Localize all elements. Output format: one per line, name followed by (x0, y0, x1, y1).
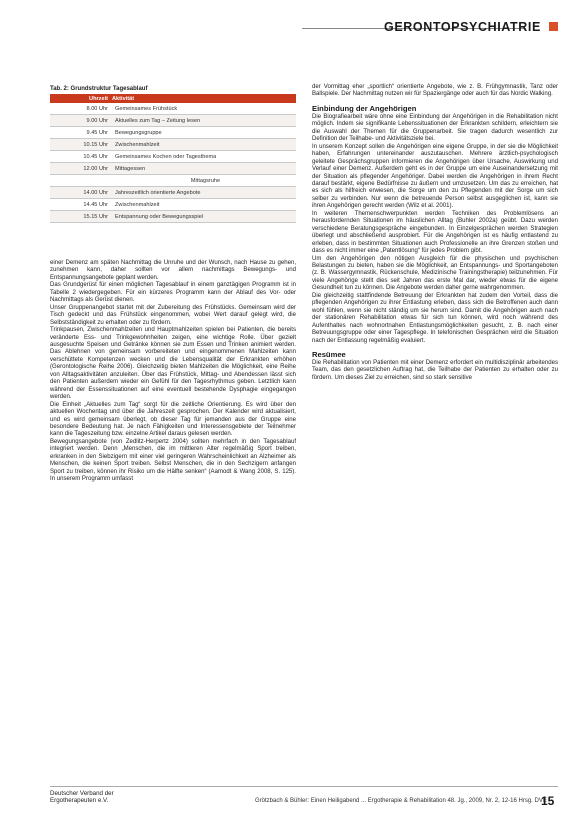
table-header-row (50, 94, 296, 103)
body-paragraph: Um den Angehörigen den nötigen Ausgleich für die physischen und psychischen Belastungen zu bieten, haben sie die Möglichkeit, an Entspannungs- und Sportangeboten (z. B. Wassergymnastik, Rückenschule, Medizinische Trainingstherapie) teilzunehmen. Für viele Angehörige stellt dies seit Jahren das erste Mal dar, wieder etwas für die eigene Gesundheit tun zu können. Die Angebote werden daher gerne wahrgenommen. (312, 255, 558, 292)
footer-org-line: Ergotherapeuten e.V. (50, 797, 109, 805)
table-row (50, 151, 296, 163)
body-paragraph: der Vormittag eher „sportlich“ orientierte Angebote, wie z. B. Frühgymnastik, Tanz oder Ballspiele. Der Nachmittag nutzen wir für Spaziergänge oder auch für das Nordic Walking. (312, 84, 558, 98)
table-row (50, 199, 296, 211)
cell-activity: Zwischenmahlzeit (112, 139, 296, 151)
cell-activity: Jahreszeitlich orientierte Angebote (112, 187, 296, 199)
column-header-activity: Aktivität (112, 94, 296, 103)
cell-activity: Aktuelles zum Tag – Zeitung lesen (112, 115, 296, 127)
table-row (50, 127, 296, 139)
cell-time: 9.45 Uhr (50, 127, 112, 139)
page-number: 15 (541, 794, 555, 808)
table-row (50, 175, 296, 187)
column-header-time: Uhrzeit (50, 94, 112, 103)
body-paragraph: In unserem Konzept sollen die Angehörigen eine eigene Gruppe, in der sie die Möglichkeit haben, Erfahrungen untereinander auszutauschen. Mehrere ärztlich-psychologisch geleitete Gesprächsgruppen informieren die Angehörigen über Ursache, Auswirkung und Verlauf einer Demenz. Außerdem geht es in der Gruppe um eine Auseinandersetzung mit der Situation als pflegender Angehöriger. Dabei werden die Angehörigen in ihrem Recht darauf bestärkt, eigene Bedürfnisse zu äußern und umzusetzen. Um das zu erreichen, hat es sich als hilfreich erwiesen, die Sorge um den zu Pflegenden mit der Sorge um sich selber zu verbinden. Nur wenn die betreuende Person selbst ausgeglichen ist, kann sie ihren Angehörigen gerecht werden (Wilz et al. 2001). (312, 143, 558, 210)
footer-organization (50, 790, 114, 805)
table-caption: Tab. 2: Grundstruktur Tagesablauf (50, 86, 148, 92)
body-paragraph: Die Biografiearbeit wäre ohne eine Einbindung der Angehörigen in die Rehabilitation nicht möglich. Indem sie signifikante Lebenssituationen der Erkrankten schildern, erleichtern sie die Auswahl der Themen für die Gruppenarbeit. Sie tragen dadurch wesentlich zur Definition der Teilhabe- und Aktivitätsziele bei. (312, 113, 558, 143)
cell-activity: Gemeinsames Kochen oder Tagesthema (112, 151, 296, 163)
table-row (50, 103, 296, 115)
table-row (50, 163, 296, 175)
section-heading: Resümee (312, 349, 346, 359)
cell-activity: Zwischenmahlzeit (112, 199, 296, 211)
section-title: GERONTOPSYCHIATRIE (384, 20, 541, 34)
schedule-table (50, 94, 296, 223)
cell-activity: Bewegungsgruppe (112, 127, 296, 139)
cell-activity: Gemeinsames Frühstück (112, 103, 296, 115)
body-paragraph: einer Demenz am späten Nachmittag die Unruhe und der Wunsch, nach Hause zu gehen, zunehmen kann, daher sollten vor allem nachmittags Bewegungs- und Entspannungsangebote geplant werden. (50, 260, 296, 281)
cell-activity: Entspannung oder Bewegungsspiel (112, 211, 296, 223)
table-row (50, 115, 296, 127)
section-accent-square (549, 22, 558, 31)
section-heading: Einbindung der Angehörigen (312, 103, 417, 113)
footer-rule (50, 786, 558, 787)
body-paragraph: Die Rehabilitation von Patienten mit einer Demenz erfordert ein multidisziplinär arbeitendes Team, das den gesetzlichen Auftrag hat, die Teilhabe der Patienten zu erhalten oder zu fördern. Um dieses Ziel zu erreichen, sind so stark sensitive (312, 359, 558, 381)
cell-time: 10.45 Uhr (50, 151, 112, 163)
table-row (50, 139, 296, 151)
cell-time: 14.45 Uhr (50, 199, 112, 211)
cell-time: 14.00 Uhr (50, 187, 112, 199)
table-row (50, 211, 296, 223)
right-text-column (312, 84, 558, 382)
body-paragraph: Bewegungsangebote (von Zedlitz-Herpertz 2004) sollten mehrfach in den Tagesablauf integriert werden. Denn „Menschen, die im mittleren Alter regelmäßig Sport treiben, erkranken in den Siebzigern mit einer viel geringeren Wahrscheinlichkeit an Alzheimer als Menschen, die keinen Sport treiben. Selbst Menschen, die in den Sechzigern anfangen Sport zu treiben, können ihr Risiko um die Hälfte senken“ (Aamodt & Wang 2008, S. 125). In unserem Programm umfasst (50, 438, 296, 483)
cell-time (50, 175, 112, 187)
body-paragraph: Die gleichzeitig stattfindende Betreuung der Erkrankten hat zudem den Vorteil, dass die pflegenden Angehörigen zu ihrer Entlastung erleben, dass sich die Betroffenen auch dann wohl fühlen, wenn sie nicht ständig um sie herum sind. Damit die Angehörigen auch nach der stationären Rehabilitation etwas für sich tun können, wird noch während des Aufenthaltes nach wohnortnahen Entlastungsmöglichkeiten gesucht, z. B. nach einer Betreuungsgruppe oder einer Tagespflege. In telefonischen Gesprächen wird die Situation nach der Entlassung regelmäßig evaluiert. (312, 292, 558, 344)
body-paragraph: Die Einheit „Aktuelles zum Tag“ sorgt für die zeitliche Orientierung. Es wird über den aktuellen Wochentag und über die Jahreszeit gesprochen. Der Kalender wird aktualisiert, und es wird gemeinsam überlegt, ob dieser Tag für jemanden aus der Gruppe eine besondere Bedeutung hat. Je nach Fähigkeiten und Interessensgebiete der Teilnehmer kann die Tageszeitung bzw. einzelne Artikel daraus gelesen werden. (50, 401, 296, 438)
body-paragraph: Unser Gruppenangebot startet mit der Zubereitung des Frühstücks. Gemeinsam wird der Tisch gedeckt und das Frühstück eingenommen, wobei Wert darauf gelegt wird, die Selbstständigkeit zu erhalten oder zu fördern. (50, 304, 296, 326)
cell-activity: Mittagessen (112, 163, 296, 175)
footer-org-line: Deutscher Verband der (50, 790, 114, 797)
left-text-column (50, 260, 296, 484)
cell-time: 10.15 Uhr (50, 139, 112, 151)
cell-time: 12.00 Uhr (50, 163, 112, 175)
cell-activity: Mittagsruhe (112, 175, 296, 187)
cell-time: 9.00 Uhr (50, 115, 112, 127)
cell-time: 15.15 Uhr (50, 211, 112, 223)
footer-citation: Grötzbach & Bühler: Einen Heiligabend ... Ergotherapie & Rehabilitation 48. Jg., 2009, Nr. 2, 12-16 Hrsg. DVE (255, 798, 547, 804)
body-paragraph: Das Grundgerüst für einen möglichen Tagesablauf in einem ganztägigen Programm ist in Tabelle 2 wiedergegeben. Für ein kürzeres Programm kann der Ablauf des Vor- oder Nachmittags als Gerüst dienen. (50, 282, 296, 304)
table-row (50, 187, 296, 199)
cell-time: 8.00 Uhr (50, 103, 112, 115)
body-paragraph: Trinkpausen, Zwischenmahlzeiten und Hauptmahlzeiten spielen bei Patienten, die bereits veränderte Ess- und Trinkgewohnheiten zeigen, eine wichtige Rolle. Über gezielt ausgesuchte Speisen und Getränke können sie zum Essen und Trinken animiert werden. Das Ablehnen von gemeinsam vorbereiteten und eingenommenen Mahlzeiten kann verschüttete Kompetenzen wecken und die Lebensqualität der Erkrankten erhöhen (Gerontologische Reihe 2006). Gleichzeitig bieten Mahlzeiten die Möglichkeit, eine Reihe von Alltagsaktivitäten anzuleiten. Über das Frühstück, Mittag- und Abendessen lässt sich den Patienten außerdem wieder ein Gefühl für den Tagesrhythmus geben. Letztlich kann während der Essenssituationen auf eine eventuell bestehende Dysphagie eingegangen werden. (50, 327, 296, 401)
body-paragraph: In weiteren Themenschwerpunkten werden Techniken des Problemlösens an herausfordernden Situationen im häuslichen Alltag (Buhler 2002a) geübt. Dazu werden verschiedene Beratungsgespräche eingebunden. In Einzelgesprächen werden Strategien überlegt und abschließend ausprobiert. Für die Angehörigen ist es häufig entlastend zu erleben, dass in bestimmten Situationen auch Professionelle an ihre Grenzen stoßen und dass es nicht immer eine „Patentlösung“ für jedes Problem gibt. (312, 210, 558, 255)
